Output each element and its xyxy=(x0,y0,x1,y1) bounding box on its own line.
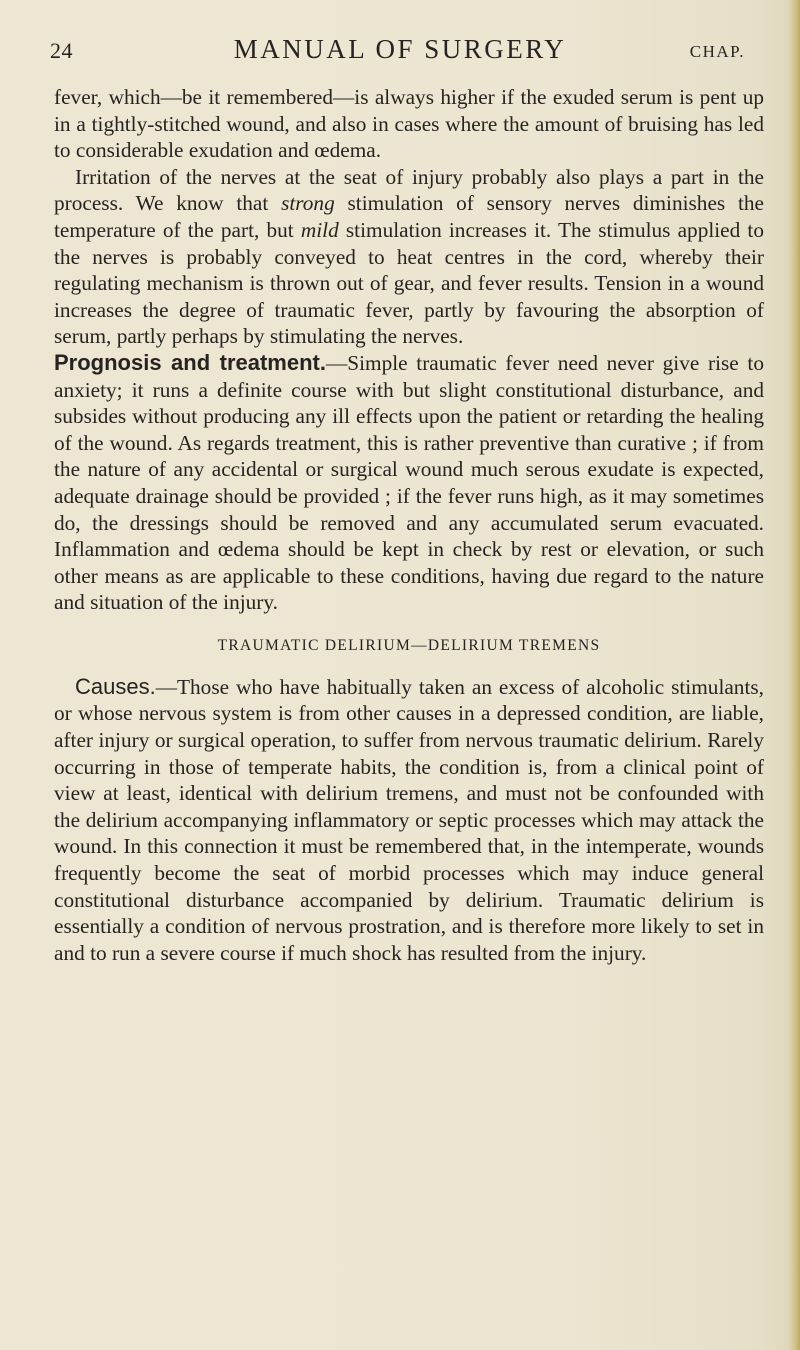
text-segment: —Those who have habitually taken an excess of alcoholic stimulants, or whose nervous system is from other causes in a depressed condition, are liable, after injury or surgical operation, to suffer from nervous traumatic delirium. Rarely occurring in those of temperate habits, the condition is, from a clinical point of view at least, identical with delirium tremens, and must not be confounded with the delirium accompanying inflammatory or septic processes which may attack the wound. In this connection it must be remembered that, in the intemperate, wounds frequently become the seat of morbid processes which may induce general constitutional disturbance accompanied by delirium. Traumatic delirium is essentially a condition of nervous prostration, and is therefore more likely to set in and to run a severe course if much shock has resulted from the injury. xyxy=(54,674,764,965)
paragraph-prognosis xyxy=(54,350,764,616)
page-header xyxy=(0,30,800,70)
text-segment: stimulation increases it. The stimulus applied to the nerves is probably conveyed to heat centres in the cord, whereby their regulating mechanism is thrown out of gear, and fever results. Tension in a wound increases the degree of traumatic fever, partly by favouring the absorption of serum, partly perhaps by stimulating the nerves. xyxy=(54,217,764,349)
body-text xyxy=(54,84,764,966)
text-segment: stimulation of sensory nerves diminishes the temperature of the part, but xyxy=(54,191,764,242)
page-edge-shadow xyxy=(788,0,800,1350)
section-title: TRAUMATIC DELIRIUM—DELIRIUM TREMENS xyxy=(217,636,601,654)
text-segment: —Simple traumatic fever need never give rise to anxiety; it runs a definite course with but slight constitutional disturbance, and subsides without producing any ill effects upon the patient or retarding the healing of the wound. As regards treatment, this is rather preventive than curative ; if from the nature of any accidental or surgical wound much serous exudate is expected, adequate drainage should be provided ; if the fever runs high, as it may sometimes do, the dressings should be removed and any accumulated serum evacuated. Inflammation and œdema should be kept in check by rest or elevation, or such other means as are applicable to these conditions, having due regard to the nature and situation of the injury. xyxy=(54,350,764,615)
chapter-label: CHAP. xyxy=(689,42,745,61)
running-head: MANUAL OF SURGERY xyxy=(233,34,567,64)
page-number: 24 xyxy=(50,38,73,63)
heading-causes: Causes. xyxy=(75,673,156,699)
paragraph-nerve-irritation xyxy=(54,164,764,350)
emphasis-mild: mild xyxy=(300,217,339,242)
paragraph-fever-continued: fever, which—be it remembered—is always higher if the exuded serum is pent up in a tightly-stitched wound, and also in cases where the amount of bruising has led to considerable exudation and œdema. xyxy=(54,85,764,163)
emphasis-strong: strong xyxy=(281,191,335,216)
paragraph-causes xyxy=(54,674,764,967)
heading-prognosis-treatment: Prognosis and treatment. xyxy=(54,349,326,375)
text-segment: Irritation of the nerves at the seat of injury probably also plays a part in the process. We know that xyxy=(54,164,764,216)
